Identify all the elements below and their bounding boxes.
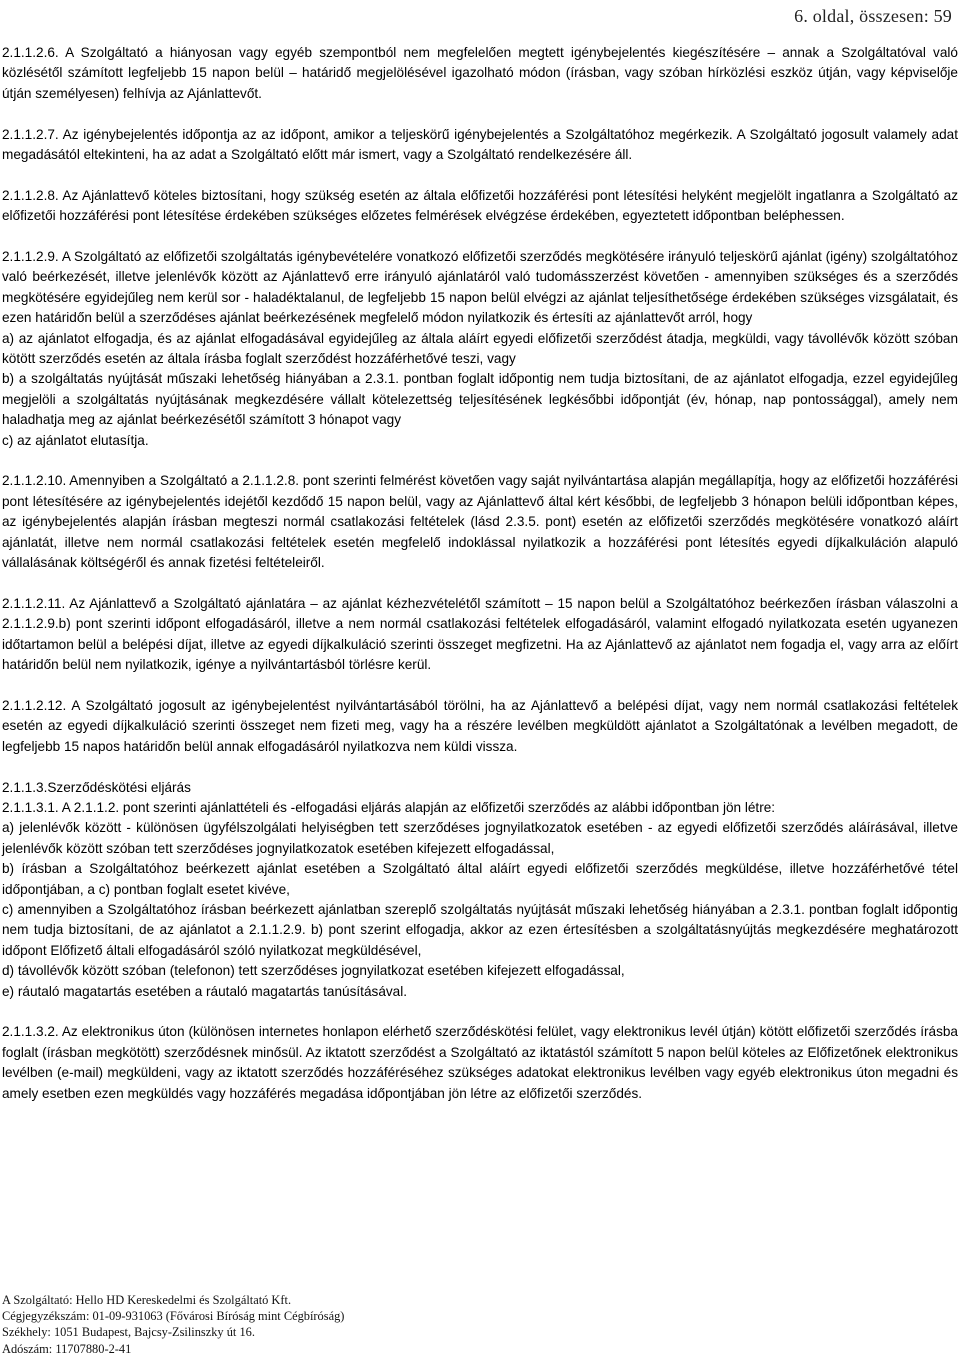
footer-company: A Szolgáltató: Hello HD Kereskedelmi és Szolgáltató Kft. — [2, 1293, 292, 1307]
page-footer — [2, 1292, 344, 1357]
list-item-a: a) jelenlévők között - különösen ügyfélszolgálati helyiségben tett szerződéses jognyilatkozatok esetében - az egyedi előfizetői szerződés aláírásával, illetve jelenlévők között szóban tett szerződéses jognyilatkozatok esetében kifejezett elfogadással, — [2, 820, 958, 856]
footer-address: Székhely: 1051 Budapest, Bajcsy-Zsilinszky út 16. — [2, 1325, 255, 1340]
paragraph-2-1-1-2-9: 2.1.1.2.9. A Szolgáltató az előfizetői szolgáltatás igénybevételére vonatkozó előfizetői szerződés megkötésére irányuló teljeskörű ajánlat (igény) szolgáltatóhoz való beérkezését, illetve jelenlévők között az Ajánlattevő erre irányuló ajánlatáról való tudomásszerzést követően - amennyiben szükséges és a szerződés megkötésére egyidejűleg nem kerül sor - haladéktalanul, de legfeljebb 15 napon belül elvégzi az ajánlat teljesíthetősége érdekében szükséges vizsgálatait, és ezen határidőn belül a szerződéses ajánlat beérkezésének megfelelő módon nyilatkozik és értesíti az ajánlattevőt arról, hogy — [2, 249, 958, 326]
paragraph-2-1-1-3-1: 2.1.1.3.1. A 2.1.1.2. pont szerinti ajánlattételi és -elfogadási eljárás alapján az előfizetői szerződés az alábbi időpontban jön létre: — [2, 799, 776, 815]
paragraph-2-1-1-2-8: 2.1.1.2.8. Az Ajánlattevő köteles biztosítani, hogy szükség esetén az általa előfizetői hozzáférési pont létesítési helyként megjelölt ingatlanra a Szolgáltató az előfizetői hozzáférési pont létesítése érdekében szükséges előzetes felmérések elvégzése érdekében, egyeztetett időpontban beléphessen. — [2, 187, 958, 224]
section-heading-2-1-1-3: 2.1.1.3.Szerződéskötési eljárás — [2, 779, 191, 795]
list-item-c: c) amennyiben a Szolgáltatóhoz írásban beérkezett ajánlatban szereplő szolgáltatás nyújtását műszaki lehetőség hiányában a 2.3.1. pontban foglalt időpontig nem tudja biztosítani, de az ajánlatot a 2.1.1.2.9. b) pont szerint elfogadja, akkor az ezen értesítésben a szolgáltatásnyújtás megkezdésére meghatározott időpont Előfizető általi elfogadásáról szóló nyilatkozat megküldésével, — [2, 901, 958, 958]
list-item-b: b) a szolgáltatás nyújtását műszaki lehetőség hiányában a 2.3.1. pontban foglalt időpontig nem tudja biztosítani, de az ajánlatot elfogadja, ezzel egyidejűleg megjelöli a szolgáltatás nyújtásának megkezdésére vállalt kötelezettség teljesítésének legkésőbbi időpontját (év, hónap, nap pontossággal), amely nem haladhatja meg az ajánlat beérkezésétől számított 3 hónapot vagy — [2, 371, 958, 428]
paragraph-2-1-1-2-7: 2.1.1.2.7. Az igénybejelentés időpontja az az időpont, amikor a teljeskörű igénybejelentés a Szolgáltatóhoz megérkezik. A Szolgáltató jogosult valamely adat megadásától eltekinteni, ha az adat a Szolgáltató előtt már ismert, vagy a Szolgáltató rendelkezésére áll. — [2, 126, 958, 163]
page-number-label: 6. oldal, összesen: 59 — [794, 6, 952, 26]
list-item-b: b) írásban a Szolgáltatóhoz beérkezett ajánlat esetében a Szolgáltató által aláírt egyedi előfizetői szerződés megküldése, illetve hozzáférhetővé tétel időpontjában, a c) pontban foglalt esetet kivéve, — [2, 861, 958, 897]
paragraph-2-1-1-3-2: 2.1.1.3.2. Az elektronikus úton (különösen internetes honlapon elérhető szerződéskötési felület, vagy elektronikus levél útján) kötött előfizetői szerződés írásba foglalt (írásban megkötött) szerződésnek minősül. Az iktatott szerződést a Szolgáltató az iktatástól számított 5 napon belül köteles az Előfizetőnek elektronikus levélben (e-mail) megküldeni, vagy az iktatott szerződés hozzáféréséhez szükséges adatokat elektronikus levélben vagy egyéb elektronikus úton megadni és amely esetben ezen megküldés vagy hozzáférés megadása időpontjában jön létre az előfizetői szerződés. — [2, 1024, 958, 1101]
footer-registry: Cégjegyzékszám: 01-09-931063 (Fővárosi Bíróság mint Cégbíróság) — [2, 1309, 345, 1324]
list-item-d: d) távollévők között szóban (telefonon) tett szerződéses jognyilatkozat esetében kifejezett elfogadással, — [2, 963, 625, 979]
document-body — [2, 43, 958, 1124]
paragraph-2-1-1-2-11: 2.1.1.2.11. Az Ajánlattevő a Szolgáltató ajánlatára – az ajánlat kézhezvételétől számított – 15 napon belül a Szolgáltatóhoz beérkezően írásban válaszolni a 2.1.1.2.9.b) pont szerinti időpont elfogadásáról, illetve a nem normál csatlakozási feltételek elfogadásáról, valamint elfogadó nyilatkozata esetén ugyanezen időtartamon belül a belépési díjat, illetve az egyedi díjkalkuláció szerinti összeget megfizetni. Ha az Ajánlattevő az ajánlatot nem fogadja el, vagy arra az előírt határidőn belül nem nyilatkozik, igénye a nyilvántartásból törlésre kerül. — [2, 595, 958, 673]
footer-tax-number: Adószám: 11707880-2-41 — [2, 1341, 132, 1356]
list-item-c: c) az ajánlatot elutasítja. — [2, 432, 149, 448]
paragraph-2-1-1-2-12: 2.1.1.2.12. A Szolgáltató jogosult az igénybejelentést nyilvántartásából törölni, ha az Ajánlattevő a belépési díjat, vagy nem normál csatlakozási feltételek esetén az egyedi díjkalkuláció szerinti összeget nem fizeti meg, vagy ha a részére levélben megküldött ajánlatot a Szolgáltatónak a levélben megadott, de legfeljebb 15 napos határidőn belül annak elfogadásáról nyilatkozva nem küldi vissza. — [2, 697, 958, 754]
list-item-e: e) ráutaló magatartás esetében a ráutaló magatartás tanúsításával. — [2, 983, 408, 999]
paragraph-2-1-1-2-6: 2.1.1.2.6. A Szolgáltató a hiányosan vagy egyéb szempontból nem megfelelően megtett igénybejelentés kiegészítésére – annak a Szolgáltatóval való közlésétől számított legfeljebb 15 napon belül – határidő megjelölésével igazolható módon (írásban, vagy szóban hírközlési eszköz útján, vagy képviselője útján személyesen) felhívja az Ajánlattevőt. — [2, 45, 958, 101]
paragraph-2-1-1-2-10: 2.1.1.2.10. Amennyiben a Szolgáltató a 2.1.1.2.8. pont szerinti felmérést követően vagy saját nyilvántartása alapján megállapítja, hogy az előfizetői hozzáférési pont létesítésére az igénybejelentés idejétől kezdődő 15 napon belül, vagy az Ajánlattevő által kért későbbi, de legfeljebb 3 hónapon belüli időpontban képes, az igénybejelentés alapján írásban megteszi normál csatlakozási feltételek (lásd 2.3.5. pont) esetén az előfizetői szerződés megkötésére vonatkozó aláírt ajánlatát, illetve nem normál csatlakozási feltételek esetén megfelelő indoklással nyilatkozik a hozzáférési pont létesítés egyedi díjkalkuláción alapuló vállalásának költségéről és annak fizetési feltételeiről. — [2, 473, 958, 571]
list-item-a: a) az ajánlatot elfogadja, és az ajánlat elfogadásával egyidejűleg az általa aláírt egyedi előfizetői szerződést átadja, megküldi, vagy távollévők között szóban kötött szerződés esetén az általa írásba foglalt szerződést hozzáférhetővé teszi, vagy — [2, 330, 958, 367]
